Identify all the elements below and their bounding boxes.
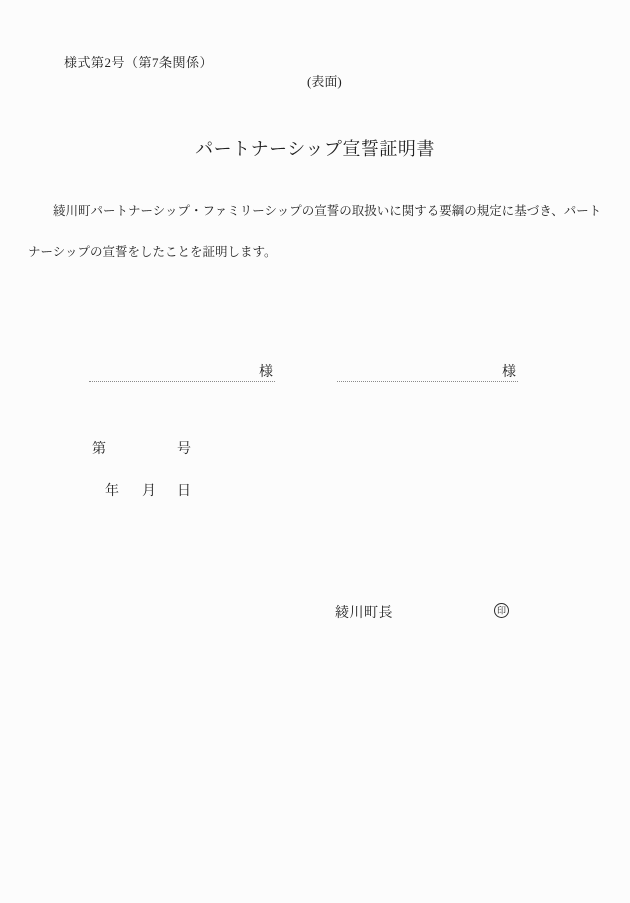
body-line-1: 綾川町パートナーシップ・ファミリーシップの宣誓の取扱いに関する要綱の規定に基づき、パート [53,204,602,218]
body-paragraph [28,191,606,273]
recipient-honorific-left: 様 [259,365,273,380]
form-number: 様式第2号（第7条関係） [64,55,214,70]
recipient-name-line-right [337,363,518,382]
mayor-title: 綾川町長 [335,606,393,621]
certificate-number-prefix: 第 [92,442,106,457]
recipient-honorific-right: 様 [502,365,516,380]
page-side-label: (表面) [307,74,342,89]
body-line-2: ナーシップの宣誓をしたことを証明します。 [28,245,277,259]
month-label: 月 [142,484,156,499]
certificate-number-suffix: 号 [177,442,191,457]
seal-icon [494,603,509,618]
day-label: 日 [177,484,191,499]
seal-character: 印 [496,605,506,616]
recipient-name-line-left [89,363,275,382]
document-title: パートナーシップ宣誓証明書 [195,139,435,159]
year-label: 年 [105,484,119,499]
